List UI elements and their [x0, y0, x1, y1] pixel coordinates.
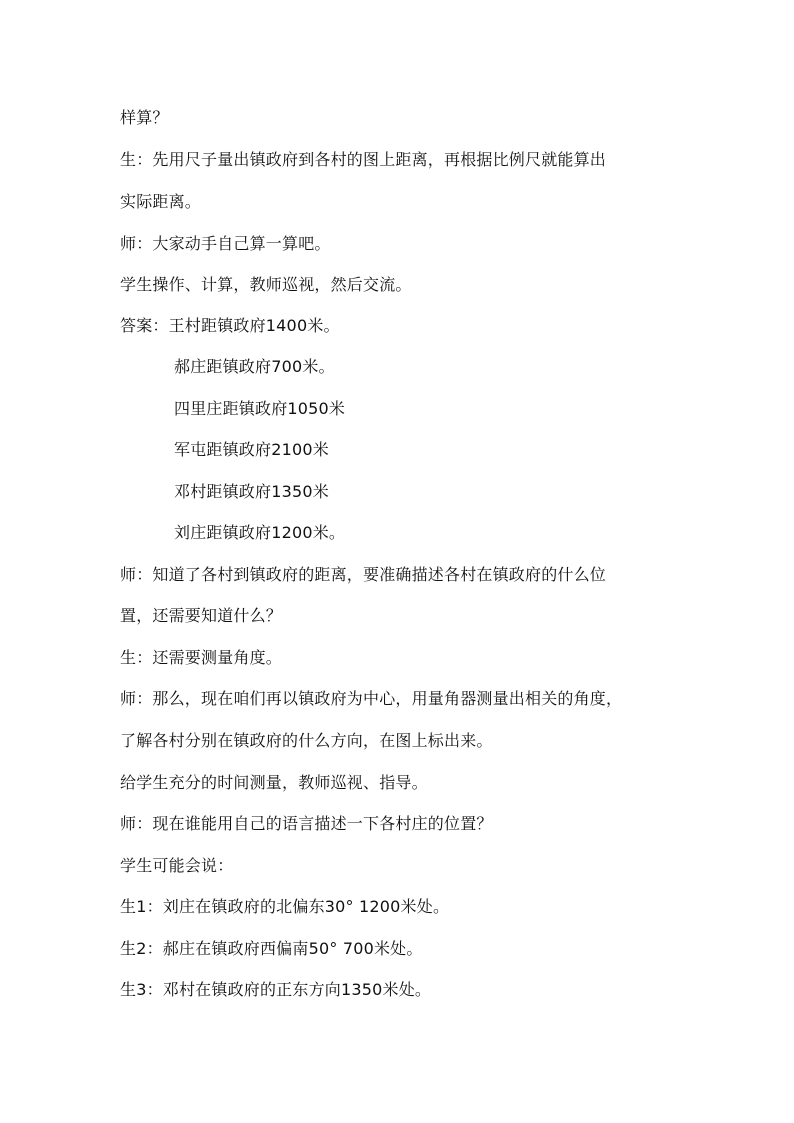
text-line: 学生操作、计算，教师巡视，然后交流。 [120, 275, 412, 294]
text-line: 给学生充分的时间测量，教师巡视、指导。 [120, 773, 428, 792]
text-line: 样算？ [120, 108, 169, 127]
text-line: 刘庄距镇政府1200米。 [174, 523, 346, 542]
text-line: 生2：郝庄在镇政府西偏南50° 700米处。 [120, 939, 423, 958]
text-line: 郝庄距镇政府700米。 [174, 357, 335, 376]
text-line: 实际距离。 [120, 192, 202, 211]
text-line: 生1：刘庄在镇政府的北偏东30° 1200米处。 [120, 897, 450, 916]
text-line: 师：知道了各村到镇政府的距离，要准确描述各村在镇政府的什么位 [120, 565, 607, 584]
text-line: 军屯距镇政府2100米 [174, 440, 329, 459]
text-line: 邓村距镇政府1350米 [174, 482, 329, 501]
text-line: 学生可能会说： [120, 856, 234, 875]
text-line: 了解各村分别在镇政府的什么方向，在图上标出来。 [120, 731, 493, 750]
text-line: 师：那么，现在咱们再以镇政府为中心，用量角器测量出相关的角度， [120, 689, 623, 708]
text-line: 置，还需要知道什么？ [120, 606, 283, 625]
text-line: 四里庄距镇政府1050米 [174, 399, 346, 418]
text-line: 师：现在谁能用自己的语言描述一下各村庄的位置？ [120, 814, 493, 833]
text-line: 师：大家动手自己算一算吧。 [120, 234, 331, 253]
text-line: 生：还需要测量角度。 [120, 648, 283, 667]
text-line: 答案：王村距镇政府1400米。 [120, 316, 340, 335]
text-line: 生：先用尺子量出镇政府到各村的图上距离，再根据比例尺就能算出 [120, 150, 607, 169]
text-line: 生3：邓村在镇政府的正东方向1350米处。 [120, 980, 432, 999]
